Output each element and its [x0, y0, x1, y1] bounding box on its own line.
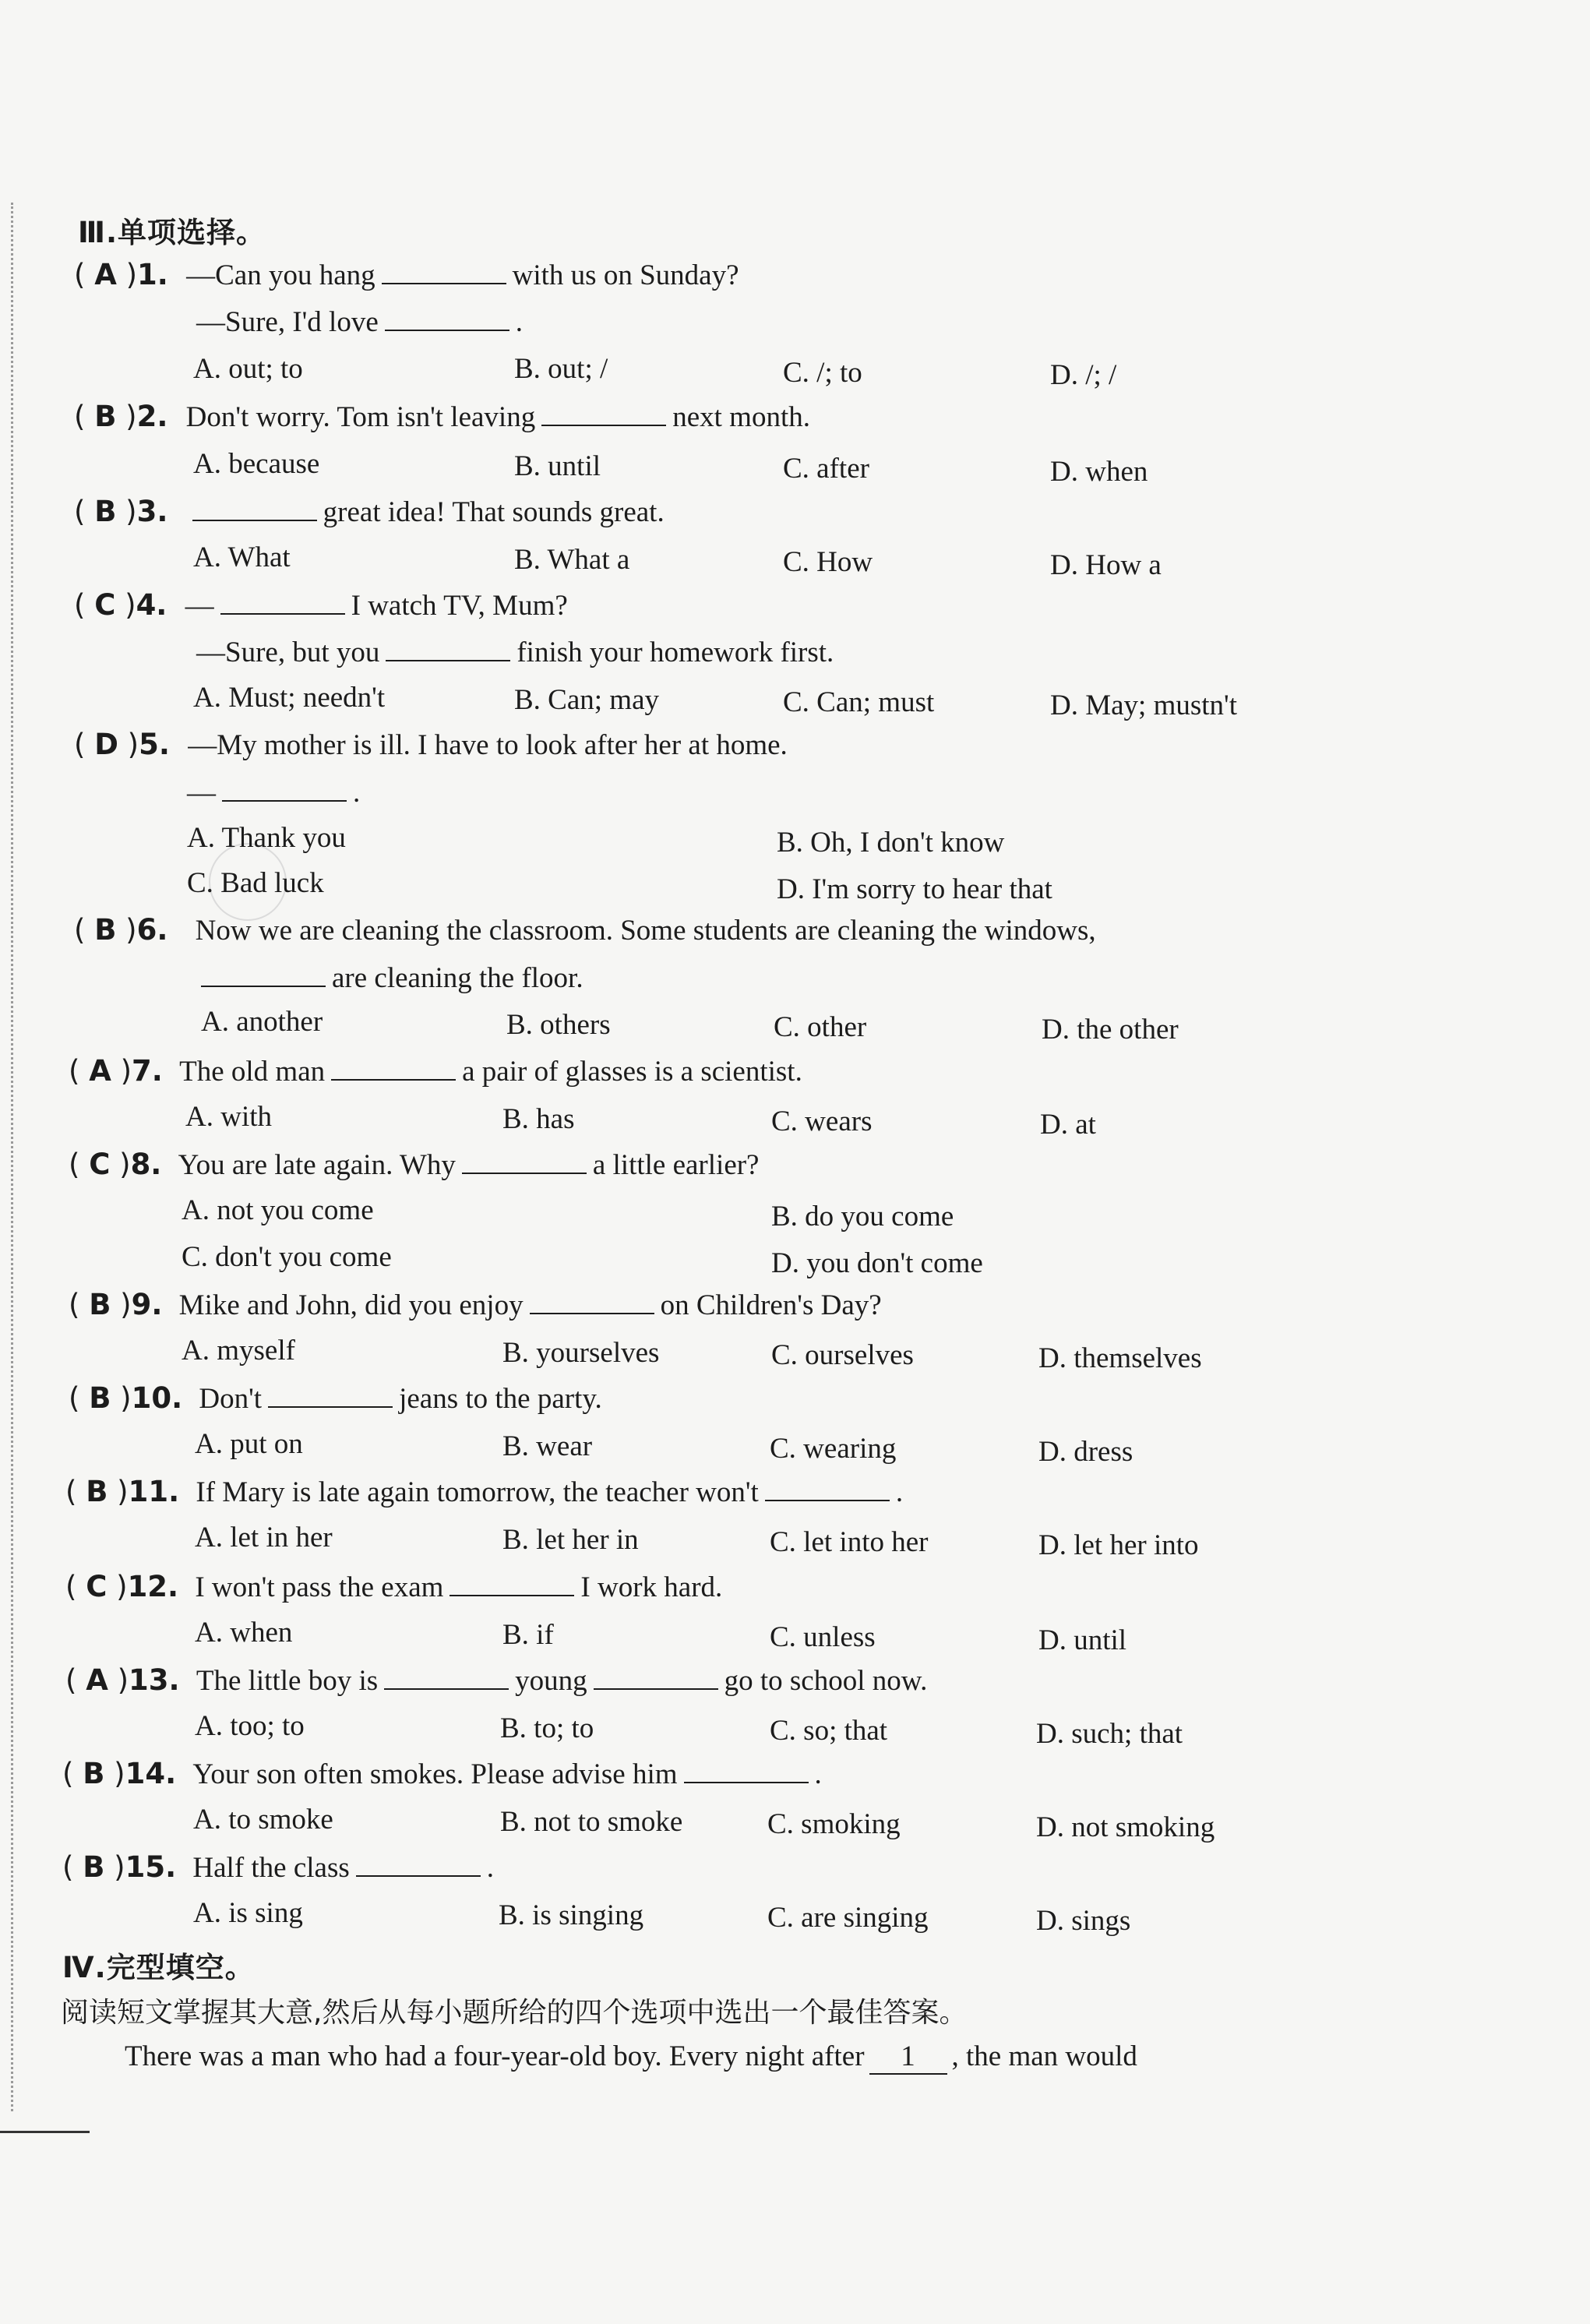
blank — [450, 1571, 574, 1596]
option: D. when — [1050, 456, 1148, 488]
option: D. you don't come — [771, 1247, 983, 1279]
answer-6: B — [94, 913, 117, 947]
option: C. other — [774, 1011, 867, 1043]
section-4-title: Ⅳ.完型填空。 — [62, 1951, 255, 1984]
option: C. Bad luck — [187, 867, 324, 899]
question-5-reply: — . — [187, 777, 361, 809]
option: A. is sing — [193, 1897, 303, 1929]
option: A. too; to — [195, 1710, 305, 1742]
question-4-reply: —Sure, but you finish your homework first. — [196, 637, 834, 668]
option: D. I'm sorry to hear that — [777, 873, 1052, 905]
blank — [384, 1665, 509, 1690]
option: B. others — [506, 1009, 611, 1041]
option: D. such; that — [1036, 1718, 1183, 1750]
blank — [201, 962, 326, 987]
blank — [268, 1383, 393, 1408]
option: C. are singing — [767, 1902, 929, 1934]
answer-10: B — [89, 1381, 111, 1415]
option: B. to; to — [500, 1712, 594, 1744]
question-15: ( B )15. Half the class . — [62, 1850, 495, 1884]
option: D. sings — [1036, 1905, 1131, 1937]
option: C. /; to — [783, 357, 862, 389]
question-9: ( B )9. Mike and John, did you enjoy on Children's Day? — [69, 1288, 882, 1321]
binding-margin — [11, 203, 13, 2111]
answer-9: B — [89, 1288, 111, 1321]
question-1-reply: —Sure, I'd love . — [196, 306, 524, 338]
question-11: ( B )11. If Mary is late again tomorrow, the teacher won't . — [65, 1475, 904, 1508]
numbered-blank: 1 — [869, 2040, 947, 2075]
option: B. let her in — [502, 1524, 639, 1556]
blank — [385, 306, 509, 331]
option: B. do you come — [771, 1201, 954, 1233]
option: A. when — [195, 1617, 293, 1649]
answer-15: B — [83, 1850, 105, 1884]
question-4: ( C )4. — I watch TV, Mum? — [74, 588, 568, 622]
option: A. with — [185, 1101, 272, 1133]
option: C. wearing — [770, 1433, 897, 1465]
question-2: ( B )2. Don't worry. Tom isn't leaving next month. — [74, 400, 810, 433]
section-4-instructions: 阅读短文掌握其大意,然后从每小题所给的四个选项中选出一个最佳答案。 — [61, 1997, 968, 2029]
answer-11: B — [86, 1475, 108, 1508]
question-3: ( B )3. great idea! That sounds great. — [74, 495, 665, 528]
blank — [222, 777, 347, 802]
question-10: ( B )10. Don't jeans to the party. — [69, 1381, 602, 1415]
option: D. the other — [1042, 1014, 1179, 1046]
question-12: ( C )12. I won't pass the exam I work hard. — [65, 1570, 723, 1603]
blank — [684, 1758, 809, 1783]
option: D. /; / — [1050, 359, 1117, 391]
blank — [192, 496, 317, 521]
option: C. so; that — [770, 1715, 888, 1747]
option: B. if — [502, 1619, 554, 1651]
option: B. out; / — [514, 353, 608, 385]
option: C. let into her — [770, 1526, 929, 1558]
question-5: ( D )5. —My mother is ill. I have to look after her at home. — [74, 728, 788, 761]
question-7: ( A )7. The old man a pair of glasses is a scientist. — [69, 1054, 802, 1088]
answer-8: C — [89, 1148, 111, 1181]
question-13: ( A )13. The little boy is young go to school now. — [65, 1663, 928, 1697]
answer-1: A — [94, 258, 117, 291]
blank — [382, 259, 506, 284]
answer-12: C — [86, 1570, 108, 1603]
option: D. May; mustn't — [1050, 689, 1237, 721]
option: A. Thank you — [187, 822, 346, 854]
option: D. let her into — [1038, 1529, 1199, 1561]
option: A. What — [193, 541, 291, 573]
section-3-title: Ⅲ.单项选择。 — [78, 216, 266, 249]
answer-4: C — [94, 588, 116, 622]
answer-2: B — [94, 400, 117, 433]
option: C. How — [783, 546, 873, 578]
option: A. put on — [195, 1428, 303, 1460]
question-14: ( B )14. Your son often smokes. Please advise him . — [62, 1757, 822, 1790]
blank — [220, 590, 345, 615]
option: C. unless — [770, 1621, 876, 1653]
option: C. wears — [771, 1106, 873, 1137]
option: A. because — [193, 448, 320, 480]
question-8: ( C )8. You are late again. Why a little earlier? — [69, 1148, 760, 1181]
blank — [530, 1289, 654, 1314]
option: D. not smoking — [1036, 1811, 1215, 1843]
option: D. themselves — [1038, 1342, 1202, 1374]
blank — [462, 1149, 587, 1174]
answer-14: B — [83, 1757, 105, 1790]
answer-3: B — [94, 495, 117, 528]
blank — [331, 1056, 456, 1081]
option: B. Can; may — [514, 684, 660, 716]
page-footer-rule — [0, 2131, 90, 2133]
option: D. dress — [1038, 1436, 1133, 1468]
blank — [765, 1476, 890, 1501]
question-6: ( B )6. Now we are cleaning the classroom. Some students are cleaning the windows, — [74, 913, 1096, 947]
option: C. smoking — [767, 1808, 901, 1840]
option: D. How a — [1050, 549, 1162, 581]
answer-13: A — [86, 1663, 108, 1697]
blank — [594, 1665, 718, 1690]
answer-5: D — [94, 728, 118, 761]
option: D. at — [1040, 1109, 1096, 1141]
option: A. another — [201, 1006, 323, 1038]
option: A. out; to — [193, 353, 303, 385]
option: B. yourselves — [502, 1337, 660, 1369]
blank — [356, 1852, 481, 1877]
option: B. not to smoke — [500, 1806, 683, 1838]
question-1: ( A )1. —Can you hang with us on Sunday? — [74, 258, 739, 291]
option: A. myself — [182, 1335, 295, 1367]
option: B. wear — [502, 1430, 593, 1462]
option: C. after — [783, 453, 869, 485]
blank — [386, 637, 510, 661]
option: C. don't you come — [182, 1241, 392, 1273]
option: D. until — [1038, 1624, 1127, 1656]
option: C. Can; must — [783, 686, 935, 718]
option: B. What a — [514, 544, 630, 576]
option: A. let in her — [195, 1522, 333, 1553]
option: A. to smoke — [193, 1804, 333, 1836]
passage-first-line: There was a man who had a four-year-old boy. Every night after 1 , the man would — [125, 2040, 1137, 2075]
option: B. has — [502, 1103, 575, 1135]
option: B. is singing — [499, 1899, 644, 1931]
option: B. Oh, I don't know — [777, 827, 1005, 859]
blank — [541, 401, 666, 426]
option: A. Must; needn't — [193, 682, 386, 714]
option: C. ourselves — [771, 1339, 914, 1371]
answer-7: A — [89, 1054, 111, 1088]
option: B. until — [514, 450, 601, 482]
question-6-cont: are cleaning the floor. — [195, 962, 583, 993]
option: A. not you come — [182, 1194, 374, 1226]
